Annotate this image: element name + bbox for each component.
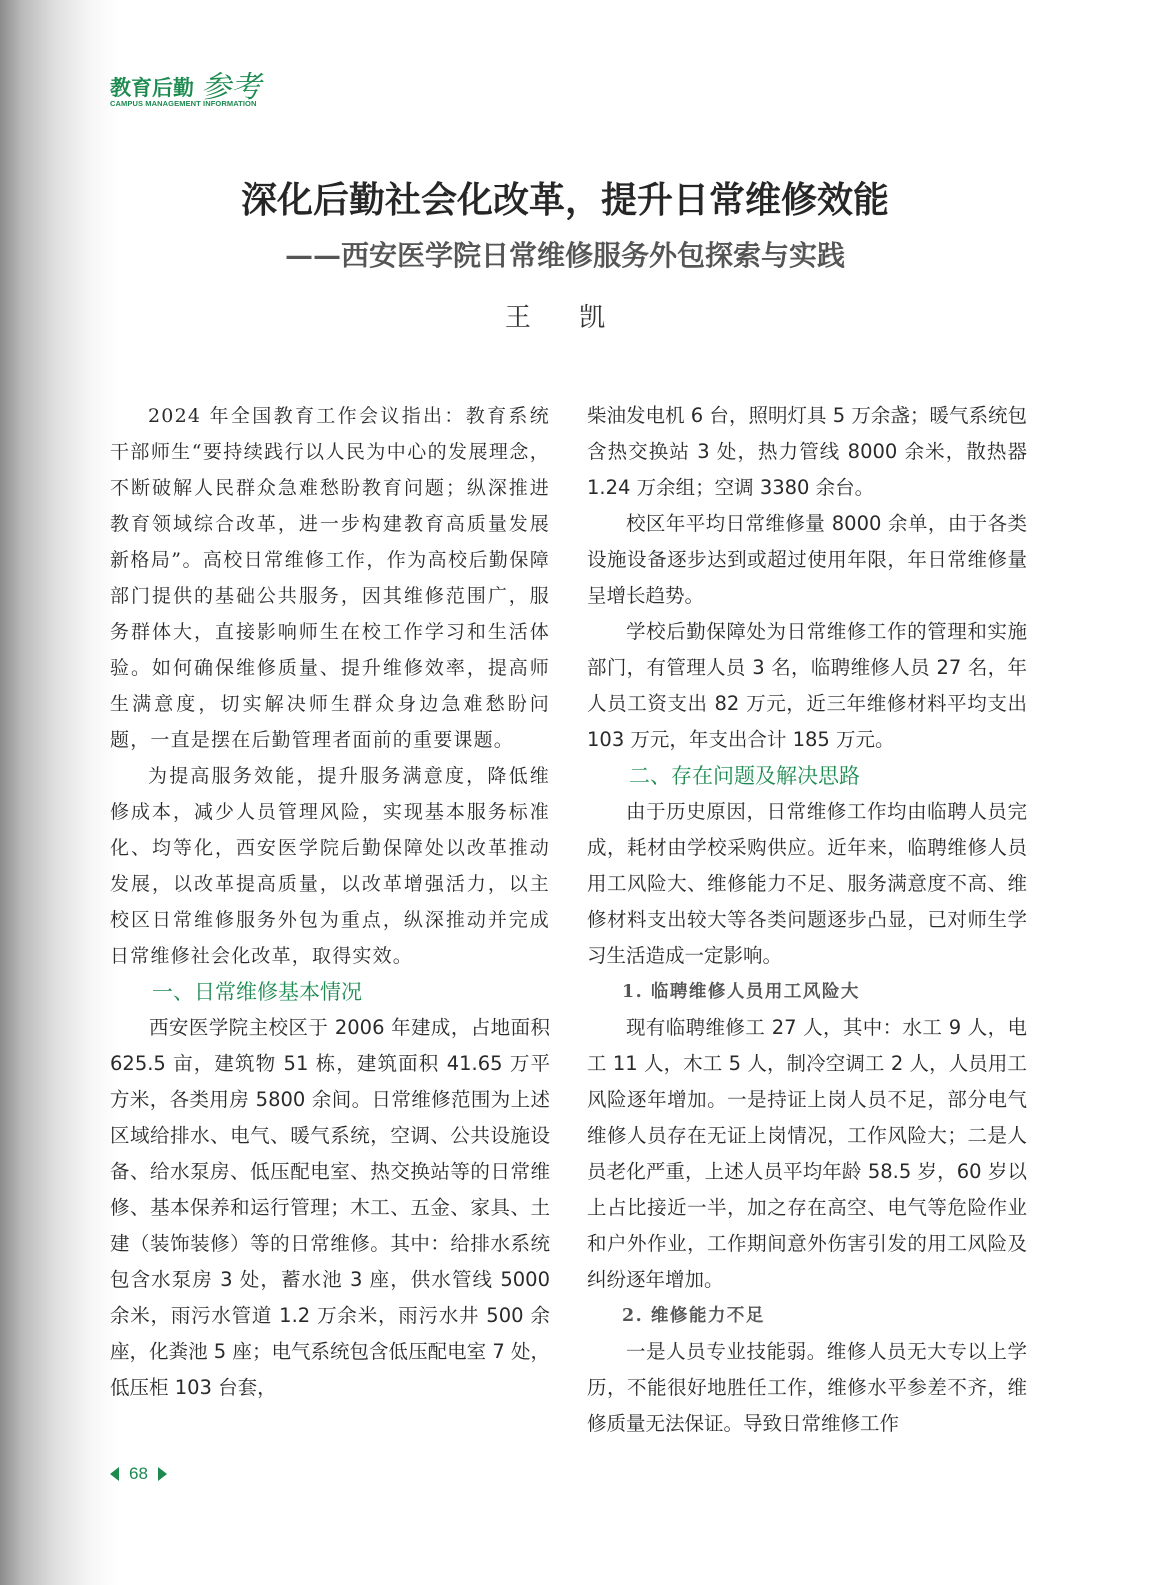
journal-logo-script: 参考 [201, 70, 261, 105]
journal-logo [110, 62, 270, 112]
section-1-paragraph-2: 校区年平均日常维修量 8000 余单，由于各类设施设备逐步达到或超过使用年限，年日常维修量呈增长趋势。 [587, 512, 1027, 607]
intro-paragraph-1: 2024 年全国教育工作会议指出：教育系统干部师生“要持续践行以人民为中心的发展理念，不断破解人民群众急难愁盼教育问题；纵深推进教育领域综合改革，进一步构建教育高质量发展新格局”。高校日常维修工作，作为高校后勤保障部门提供的基础公共服务，因其维修范围广，服务群体大，直接影响师生在校工作学习和生活体验。如何确保维修质量、提升维修效率，提高师生满意度，切实解决师生群众身边急难愁盼问题，一直是摆在后勤管理者面前的重要课题。 [110, 405, 550, 751]
previous-page-icon[interactable] [110, 1467, 119, 1481]
section-1-paragraph-1-continued: 柴油发电机 6 台，照明灯具 5 万余盏；暖气系统包含热交换站 3 处，热力管线 8000 余米，散热器 1.24 万余组；空调 3380 余台。 [587, 404, 1027, 499]
section-2-paragraph-1: 由于历史原因，日常维修工作均由临聘人员完成，耗材由学校采购供应。近年来，临聘维修人员用工风险大、维修能力不足、服务满意度不高、维修材料支出较大等各类问题逐步凸显，已对师生学习生活造成一定影响。 [587, 800, 1027, 967]
article-title: 深化后勤社会化改革，提升日常维修效能 [240, 180, 889, 221]
section-1-paragraph-3: 学校后勤保障处为日常维修工作的管理和实施部门，有管理人员 3 名，临聘维修人员 27 名，年人员工资支出 82 万元，近三年维修材料平均支出 103 万元，年支出合计 185 万元。 [587, 620, 1027, 751]
article-subtitle: ——西安医学院日常维修服务外包探索与实践 [284, 239, 845, 272]
subsection-1-heading: 1. 临聘维修人员用工风险大 [622, 982, 860, 1002]
journal-logo-main: 教育后勤 [110, 76, 194, 100]
journal-logo-subtitle: CAMPUS MANAGEMENT INFORMATION [110, 99, 257, 108]
subsection-1-paragraph: 现有临聘维修工 27 人，其中：水工 9 人，电工 11 人，木工 5 人，制冷空调工 2 人，人员用工风险逐年增加。一是持证上岗人员不足，部分电气维修人员存在无证上岗情况，工作风险大；二是人员老化严重，上述人员平均年龄 58.5 岁，60 岁以上占比接近一半，加之存在高空、电气等危险作业和户外作业，工作期间意外伤害引发的用工风险及纠纷逐年增加。 [587, 1016, 1027, 1291]
article-author: 王 凯 [504, 303, 626, 333]
section-2-heading: 二、存在问题及解决思路 [629, 764, 860, 788]
left-column [110, 398, 550, 1406]
page-number: 68 [129, 1464, 148, 1483]
subsection-2-paragraph: 一是人员专业技能弱。维修人员无大专以上学历，不能很好地胜任工作，维修水平参差不齐，维修质量无法保证。导致日常维修工作 [587, 1340, 1027, 1435]
subsection-2-heading: 2. 维修能力不足 [622, 1306, 765, 1326]
right-column [587, 398, 1027, 1442]
page-footer [110, 1464, 167, 1484]
intro-paragraph-2: 为提高服务效能，提升服务满意度，降低维修成本，减少人员管理风险，实现基本服务标准化、均等化，西安医学院后勤保障处以改革推动发展，以改革提高质量，以改革增强活力，以主校区日常维修服务外包为重点，纵深推动并完成日常维修社会化改革，取得实效。 [110, 765, 550, 967]
section-1-heading: 一、日常维修基本情况 [152, 980, 362, 1004]
next-page-icon[interactable] [158, 1467, 167, 1481]
section-1-paragraph-1: 西安医学院主校区于 2006 年建成，占地面积 625.5 亩，建筑物 51 栋，建筑面积 41.65 万平方米，各类用房 5800 余间。日常维修范围为上述区域给排水、电气、暖气系统，空调、公共设施设备、给水泵房、低压配电室、热交换站等的日常维修、基本保养和运行管理；木工、五金、家具、土建（装饰装修）等的日常维修。其中：给排水系统包含水泵房 3 处，蓄水池 3 座，供水管线 5000 余米，雨污水管道 1.2 万余米，雨污水井 500 余座，化粪池 5 座；电气系统包含低压配电室 7 处，低压柜 103 台套， [110, 1016, 550, 1399]
